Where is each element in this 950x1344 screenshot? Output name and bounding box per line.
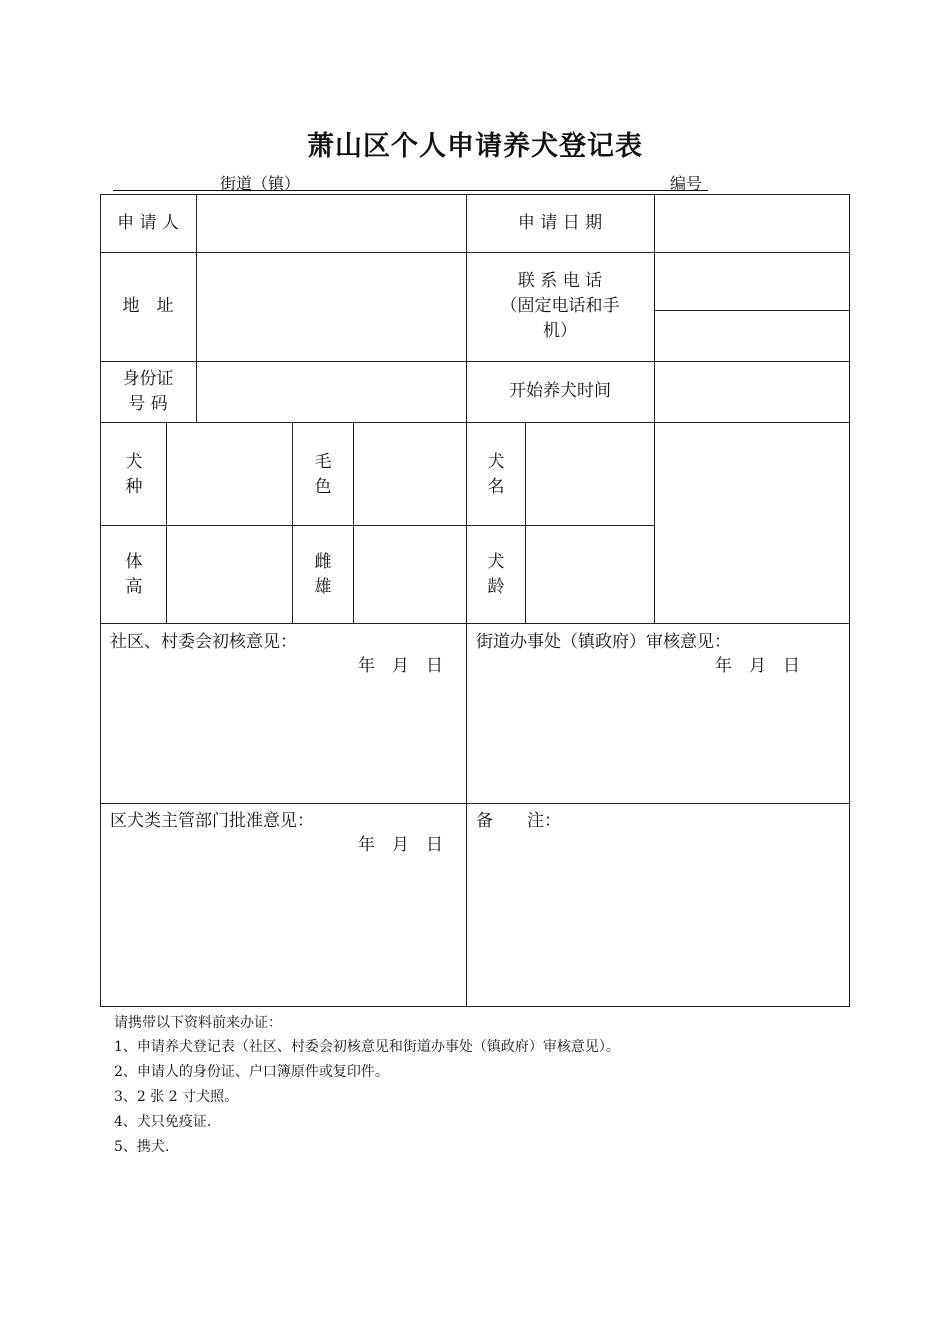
applicant-field[interactable]	[197, 195, 465, 251]
sex-label: 雌 雄	[314, 552, 332, 597]
phone-label-line1: 联 系 电 话	[517, 271, 603, 291]
age-label: 犬 龄	[487, 552, 505, 597]
landline-field[interactable]	[655, 253, 849, 309]
apply-date-label: 申 请 日 期	[517, 212, 603, 233]
id-label-line2: 号 码	[128, 393, 168, 414]
dog-photo-area[interactable]	[655, 423, 849, 622]
instruction-item: 4、犬只免疫证.	[114, 1114, 212, 1130]
mobile-field[interactable]	[655, 311, 849, 360]
height-field[interactable]	[167, 526, 291, 622]
phone-label	[466, 252, 654, 361]
number-label: 编号	[670, 174, 703, 193]
department-date-label: 年 月 日	[358, 835, 443, 855]
street-label: 街道（镇）	[220, 174, 301, 193]
instructions-intro: 请携带以下资料前来办证：	[114, 1015, 282, 1031]
phone-label-line3: 机）	[543, 321, 577, 341]
id-number-field[interactable]	[197, 362, 465, 421]
id-label-line1: 身份证	[122, 368, 174, 389]
remark-label: 备 注：	[476, 811, 561, 831]
address-label: 地 址	[122, 296, 174, 316]
start-time-field[interactable]	[655, 362, 849, 421]
breed-field[interactable]	[167, 423, 291, 524]
applicant-label: 申 请 人	[117, 212, 179, 233]
id-number-label	[100, 361, 196, 422]
instruction-item: 5、携犬.	[114, 1139, 170, 1155]
sex-field[interactable]	[354, 526, 465, 622]
header-underline	[113, 190, 708, 191]
street-office-date-label: 年 月 日	[715, 656, 800, 676]
age-field[interactable]	[526, 526, 653, 622]
dog-name-label: 犬 名	[487, 452, 505, 497]
form-title: 萧山区个人申请养犬登记表	[307, 131, 643, 162]
community-opinion-label: 社区、村委会初核意见：	[110, 632, 297, 652]
instruction-item: 3、2 张 2 寸犬照。	[114, 1089, 239, 1105]
fur-field[interactable]	[354, 423, 465, 524]
apply-date-field[interactable]	[655, 195, 849, 251]
instruction-item: 1、申请养犬登记表（社区、村委会初核意见和街道办事处（镇政府）审核意见）。	[114, 1039, 620, 1055]
department-opinion-label: 区犬类主管部门批准意见：	[110, 811, 314, 831]
col-divider	[292, 422, 293, 623]
dog-name-field[interactable]	[526, 423, 653, 524]
community-date-label: 年 月 日	[358, 656, 443, 676]
start-time-label: 开始养犬时间	[509, 381, 611, 401]
row-divider	[100, 803, 850, 804]
height-label: 体 高	[125, 552, 143, 597]
fur-label: 毛 色	[314, 452, 332, 497]
row-divider	[100, 623, 850, 624]
breed-label: 犬 种	[125, 452, 143, 497]
instruction-item: 2、申请人的身份证、户口簿原件或复印件。	[114, 1064, 389, 1080]
address-field[interactable]	[197, 253, 465, 360]
phone-label-line2: （固定电话和手	[500, 296, 620, 316]
street-office-opinion-label: 街道办事处（镇政府）审核意见：	[476, 632, 731, 652]
